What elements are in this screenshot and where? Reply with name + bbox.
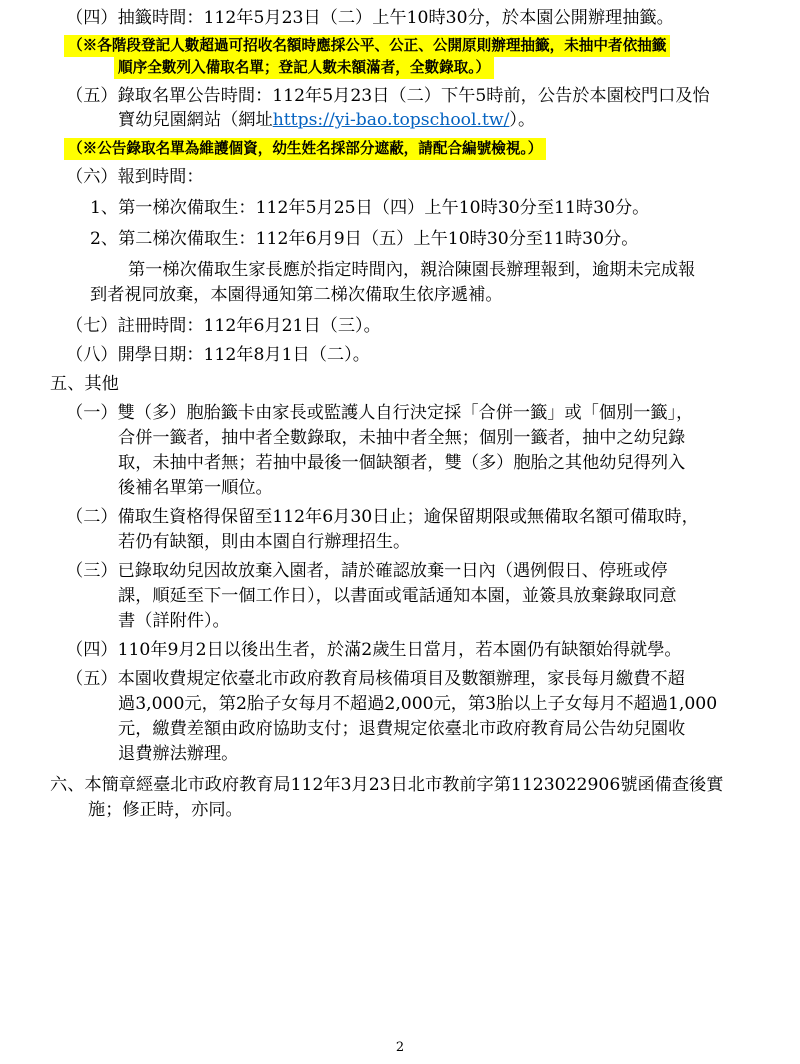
waitlist-line-2: 若仍有缺額，則由本園自行辦理招生。 xyxy=(118,532,411,552)
twins-line-4: 後補名單第一順位。 xyxy=(118,478,273,498)
report-time-heading: （六）報到時間： xyxy=(66,167,204,187)
school-start-line: （八）開學日期：112年8月1日（二）。 xyxy=(66,345,370,365)
section-six-line-1: 六、本簡章經臺北市政府教育局112年3月23日北市教前字第1123022906號函備查後實 xyxy=(50,775,724,795)
privacy-note: （※公告錄取名單為維護個資，幼生姓名採部分遮蔽，請配合編號檢視。） xyxy=(64,138,546,160)
website-link[interactable]: https://yi-bao.topschool.tw/ xyxy=(272,110,510,130)
admission-announcement-line: （五）錄取名單公告時間：112年5月23日（二）下午5時前，公告於本園校門口及怡 xyxy=(66,86,710,106)
waitlist-line-1: （二）備取生資格得保留至112年6月30日止；逾保留期限或無備取名額可備取時， xyxy=(66,507,699,527)
withdrawal-line-1: （三）已錄取幼兒因故放棄入園者，請於確認放棄一日內（遇例假日、停班或停 xyxy=(66,561,668,581)
fees-line-1: （五）本園收費規定依臺北市政府教育局核備項目及數額辦理，家長每月繳費不超 xyxy=(66,669,685,689)
section-five-heading: 五、其他 xyxy=(50,374,119,394)
fees-line-3: 元，繳費差額由政府協助支付；退費規定依臺北市政府教育局公告幼兒園收 xyxy=(118,719,686,739)
website-line xyxy=(118,108,535,132)
website-label: 寶幼兒園網站（網址 xyxy=(118,110,273,130)
report-batch-1: 1、第一梯次備取生：112年5月25日（四）上午10時30分至11時30分。 xyxy=(90,198,650,218)
withdrawal-line-3: 書（詳附件）。 xyxy=(118,611,230,631)
report-paragraph-line-1: 第一梯次備取生家長應於指定時間內，親洽陳園長辦理報到，逾期未完成報 xyxy=(128,260,696,280)
lottery-time-line: （四）抽籤時間：112年5月23日（二）上午10時30分，於本園公開辦理抽籤。 xyxy=(66,8,674,28)
twins-line-3: 取，未抽中者無；若抽中最後一個缺額者，雙（多）胞胎之其他幼兒得列入 xyxy=(118,453,686,473)
lottery-note-line-1: （※各階段登記人數超過可招收名額時應採公平、公正、公開原則辦理抽籤，未抽中者依抽籤 xyxy=(64,35,670,57)
lottery-note-line-2: 順序全數列入備取名單；登記人數未額滿者，全數錄取。） xyxy=(114,57,494,79)
fees-line-2: 過3,000元，第2胎子女每月不超過2,000元，第3胎以上子女每月不超過1,000 xyxy=(118,694,718,714)
website-close: ）。 xyxy=(509,110,536,130)
age-requirement-line: （四）110年9月2日以後出生者，於滿2歲生日當月，若本園仍有缺額始得就學。 xyxy=(66,640,682,660)
report-paragraph-line-2: 到者視同放棄，本園得通知第二梯次備取生依序遞補。 xyxy=(90,285,503,305)
withdrawal-line-2: 課，順延至下一個工作日），以書面或電話通知本園，並簽具放棄錄取同意 xyxy=(118,586,677,606)
section-six-line-2: 施；修正時，亦同。 xyxy=(88,800,243,820)
report-batch-2: 2、第二梯次備取生：112年6月9日（五）上午10時30分至11時30分。 xyxy=(90,229,639,249)
fees-line-4: 退費辦法辦理。 xyxy=(118,744,239,764)
page-number: 2 xyxy=(395,1040,405,1055)
twins-line-1: （一）雙（多）胞胎籤卡由家長或監護人自行決定採「合併一籤」或「個別一籤」， xyxy=(66,403,694,423)
registration-time-line: （七）註冊時間：112年6月21日（三）。 xyxy=(66,316,381,336)
twins-line-2: 合併一籤者，抽中者全數錄取，未抽中者全無；個別一籤者，抽中之幼兒錄 xyxy=(118,428,686,448)
